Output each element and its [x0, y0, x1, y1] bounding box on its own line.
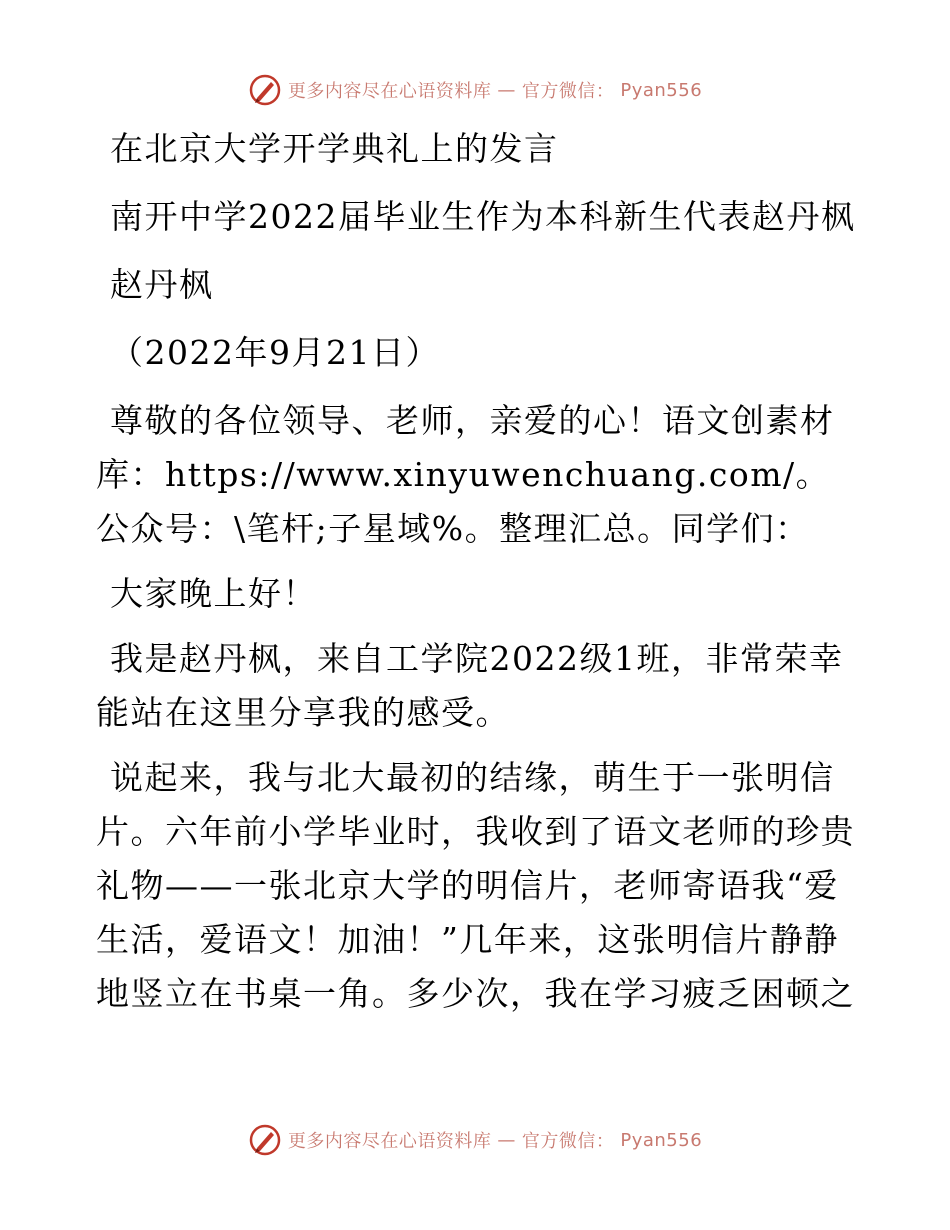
watermark-banner-bottom	[0, 1120, 950, 1160]
paragraph-postcard-story: 说起来，我与北大最初的结缘，萌生于一张明信片。六年前小学毕业时，我收到了语文老师的珍贵礼物——一张北京大学的明信片，老师寄语我“爱生活，爱语文！加油！”几年来，这张明信片静静地竖立在书桌一角。多少次，我在学习疲乏困顿之	[96, 758, 855, 1013]
watermark-wechat-label: 官方微信：	[521, 81, 615, 102]
watermark-text: 更多内容尽在心语资料库	[287, 81, 492, 102]
paragraph-introduction: 我是赵丹枫，来自工学院2022级1班，非常荣幸能站在这里分享我的感受。	[96, 639, 844, 732]
document-title: 在北京大学开学典礼上的发言	[110, 129, 559, 168]
watermark-wechat-label: 官方微信：	[521, 1131, 615, 1152]
pen-logo-icon	[248, 73, 282, 107]
document-date: （2022年9月21日）	[110, 333, 440, 372]
watermark-banner-top	[0, 70, 950, 110]
paragraph-greeting: 大家晚上好！	[110, 574, 317, 613]
document-body	[96, 122, 856, 1032]
document-subtitle: 南开中学2022届毕业生作为本科新生代表赵丹枫	[110, 197, 856, 236]
watermark-text: 更多内容尽在心语资料库	[287, 1131, 492, 1152]
paragraph-greeting-address: 尊敬的各位领导、老师，亲爱的心！语文创素材库：https://www.xinyuwenchuang.com/。公众号：\笔杆;子星域%。整理汇总。同学们：	[96, 401, 835, 548]
pen-logo-icon	[248, 1123, 282, 1157]
watermark-dash: —	[497, 1129, 516, 1151]
watermark-wechat-id: Pyan556	[620, 79, 703, 101]
watermark-wechat-id: Pyan556	[620, 1129, 703, 1151]
document-author: 赵丹枫	[110, 265, 214, 304]
watermark-dash: —	[497, 79, 516, 101]
